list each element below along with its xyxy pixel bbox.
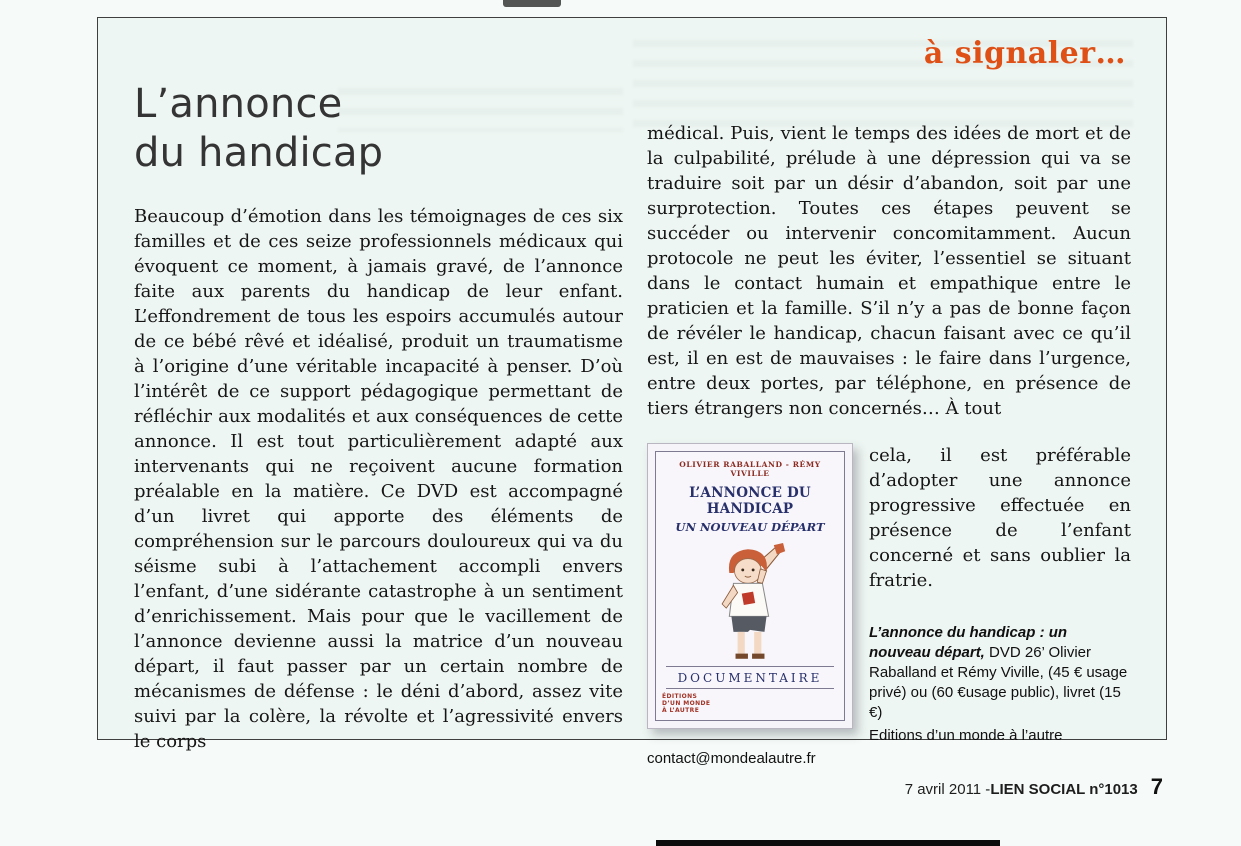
caption-details: DVD 26’ Olivier Raballand et Rémy Viville, (45 € usage privé) ou (60 €usage public), livret (15 €)	[869, 644, 1128, 721]
article-title	[134, 80, 383, 178]
dvd-cover-inner	[655, 451, 845, 721]
footer-page-number: 7	[1150, 774, 1163, 799]
caption-publisher: Editions d’un monde à l’autre	[869, 727, 1063, 744]
scan-artifact-top	[503, 0, 561, 7]
publisher-line: À L’AUTRE	[662, 707, 700, 714]
article-media-block	[647, 443, 1131, 769]
footer-date: 7 avril 2011 -	[904, 781, 991, 798]
article-title-line1: L’annonce	[134, 81, 343, 127]
article-title-line2: du handicap	[134, 130, 384, 176]
dvd-cover-authors: OLIVIER RABALLAND - RÉMY VIVILLE	[679, 460, 821, 478]
article-frame	[97, 17, 1167, 767]
dvd-cover-publisher-logo	[662, 693, 710, 714]
article-paragraph-wrap: cela, il est préférable d’adopter une annonce progressive effectuée en présence de l’enfant concerné et sans oublier la fratrie.	[869, 445, 1131, 591]
dvd-cover-subtitle: UN NOUVEAU DÉPART	[675, 520, 825, 534]
article-column-right	[647, 121, 1131, 769]
caption-title: L’annonce du handicap : un nouveau départ,	[869, 624, 1068, 661]
section-label: à signaler…	[923, 36, 1126, 71]
girl-illustration	[694, 542, 806, 666]
dvd-cover-title: L’ANNONCE DU HANDICAP	[689, 485, 811, 517]
article-paragraph: médical. Puis, vient le temps des idées de mort et de la culpabilité, prélude à une dépression qui va se traduire soit par un désir d’abandon, soit par une surprotection. Toutes ces étapes peuvent se succéder ou intervenir concomitamment. Aucun protocole ne peut les éviter, l’essentiel se situant dans le contact humain et empathique entre le praticien et la famille. S’il n’y a pas de bonne façon de révéler le handicap, chacun faisant avec ce qu’il est, il en est de mauvaises : le faire dans l’urgence, entre deux portes, par téléphone, en présence de tiers étrangers non concernés… À tout	[647, 123, 1131, 419]
dvd-cover	[647, 443, 853, 729]
scan-artifact-bottom	[656, 840, 1000, 846]
dvd-cover-genre: DOCUMENTAIRE	[666, 666, 835, 689]
caption-email: contact@mondealautre.fr	[647, 750, 816, 767]
publisher-line: ÉDITIONS	[662, 693, 698, 700]
article-paragraph: Beaucoup d’émotion dans les témoignages de ces six familles et de ces seize professionnels médicaux qui évoquent ce moment, à jamais gravé, de l’annonce faite aux parents du handicap de leur enfant. L’effondrement de tous les espoirs accumulés autour de ce bébé rêvé et idéalisé, produit un traumatisme à l’origine d’une véritable incapacité à penser. D’où l’intérêt de ce support pédagogique permettant de réfléchir aux modalités et aux conséquences de cette annonce. Il est tout particulièrement adapté aux intervenants qui ne reçoivent aucune formation préalable en la matière. Ce DVD est accompagné d’un livret qui apporte des éléments de compréhension sur le parcours douloureux qui va du séisme subi à l’attachement accompli envers l’enfant, d’une sidérante catastrophe à un sentiment d’enrichissement. Mais pour que le vacillement de l’annonce devienne aussi la matrice d’un nouveau départ, il faut passer par un certain nombre de mécanismes de défense : le déni d’abord, assez vite suivi par la colère, la révolte et l’agressivité envers le corps	[134, 206, 623, 752]
footer-issue: LIEN SOCIAL n°1013	[990, 781, 1138, 798]
article-column-left	[134, 204, 623, 754]
publisher-line: D’UN MONDE	[662, 700, 711, 707]
page-footer	[905, 776, 1163, 800]
